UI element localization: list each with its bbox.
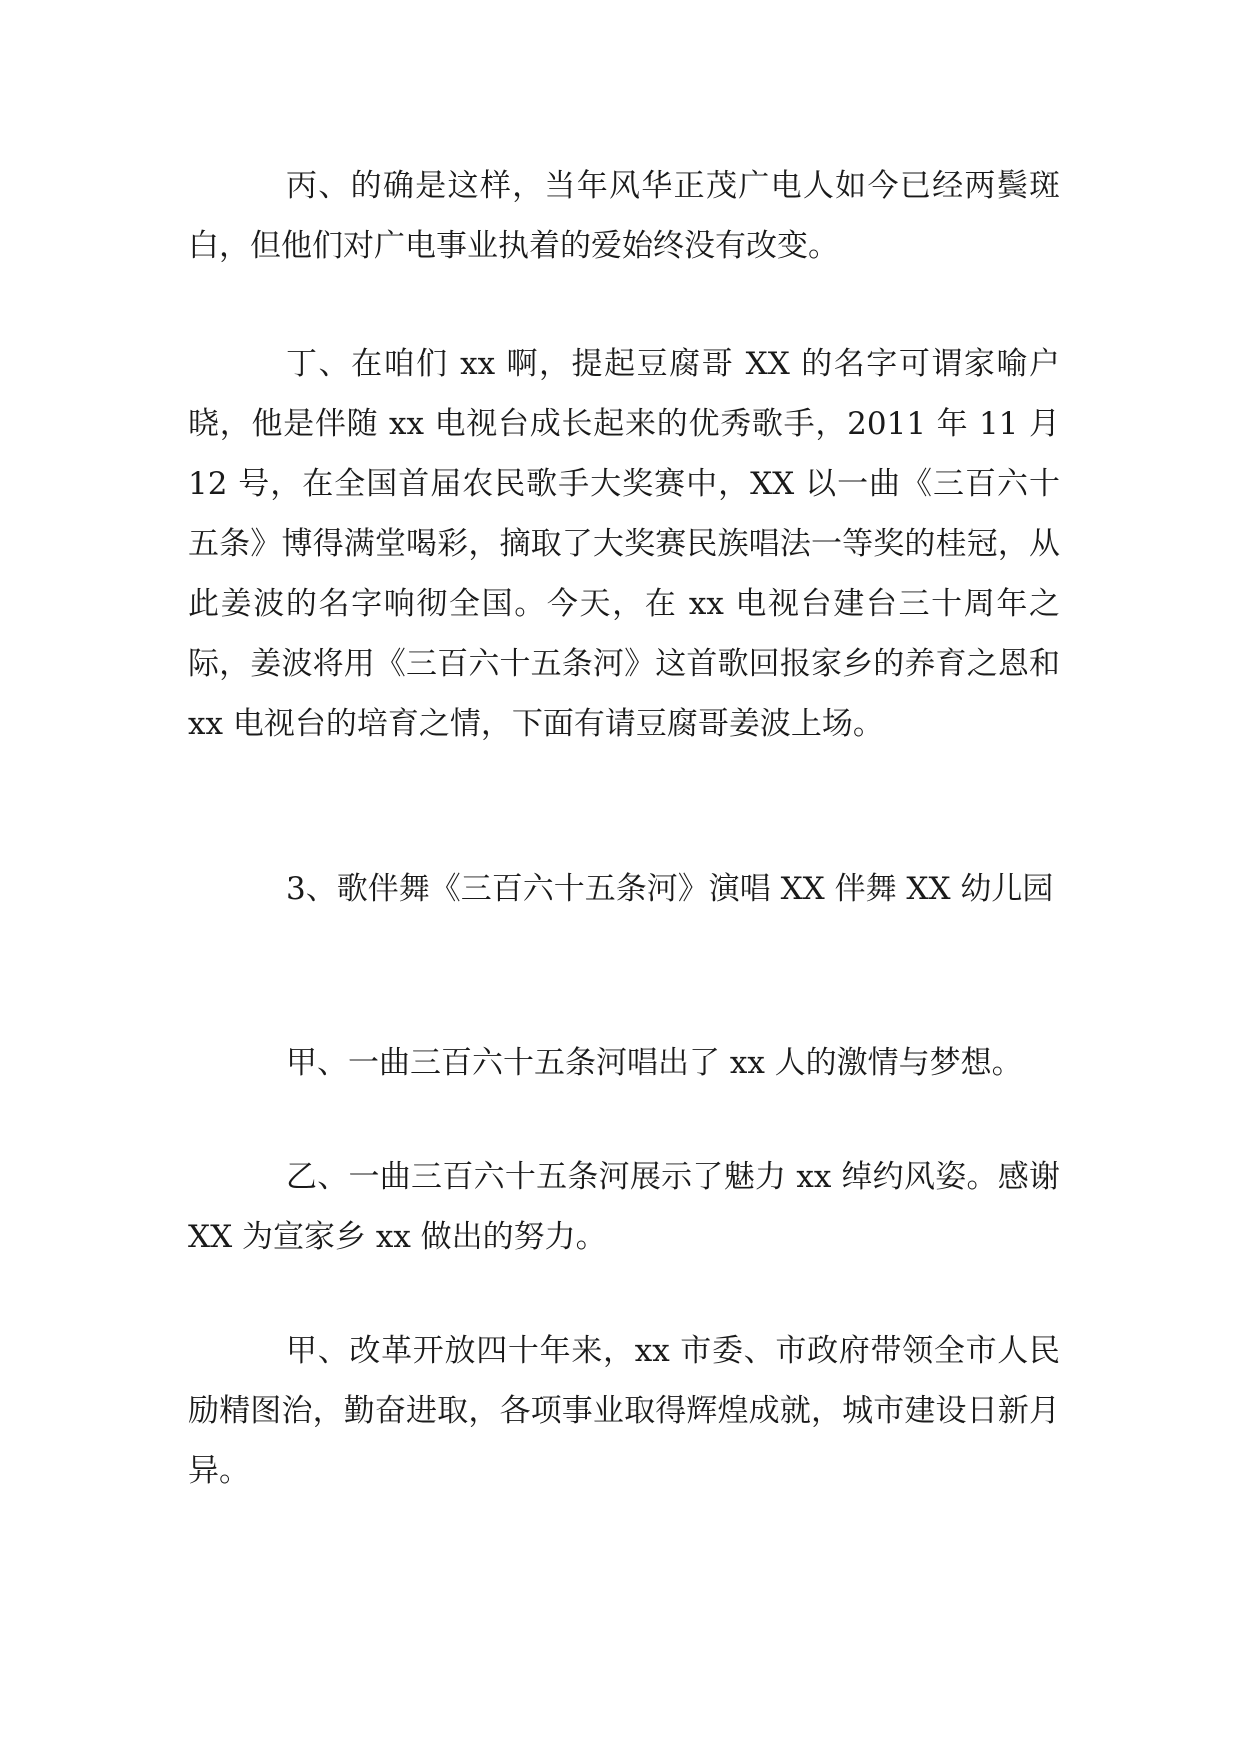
paragraph-jia-2: 甲、改革开放四十年来，xx 市委、市政府带领全市人民励精图治，勤奋进取，各项事业取得辉煌成就，城市建设日新月异。 — [188, 1333, 1060, 1489]
program-item-3: 3、歌伴舞《三百六十五条河》演唱 XX 伴舞 XX 幼儿园 — [286, 871, 1054, 907]
paragraph-ding: 丁、在咱们 xx 啊，提起豆腐哥 XX 的名字可谓家喻户晓，他是伴随 xx 电视台成长起来的优秀歌手，2011 年 11 月 12 号，在全国首届农民歌手大奖赛中，XX 以一曲《三百六十五条》博得满堂喝彩，摘取了大奖赛民族唱法一等奖的桂冠，从此姜波的名字响彻全国。今天，在 xx 电视台建台三十周年之际，姜波将用《三百六十五条河》这首歌回报家乡的养育之恩和 xx 电视台的培育之情，下面有请豆腐哥姜波上场。 — [188, 346, 1060, 742]
paragraph-jia-1: 甲、一曲三百六十五条河唱出了 xx 人的激情与梦想。 — [286, 1045, 1023, 1081]
paragraph-bing: 丙、的确是这样，当年风华正茂广电人如今已经两鬓斑白，但他们对广电事业执着的爱始终没有改变。 — [188, 168, 1060, 264]
paragraph-yi: 乙、一曲三百六十五条河展示了魅力 xx 绰约风姿。感谢 XX 为宣家乡 xx 做出的努力。 — [188, 1159, 1060, 1255]
